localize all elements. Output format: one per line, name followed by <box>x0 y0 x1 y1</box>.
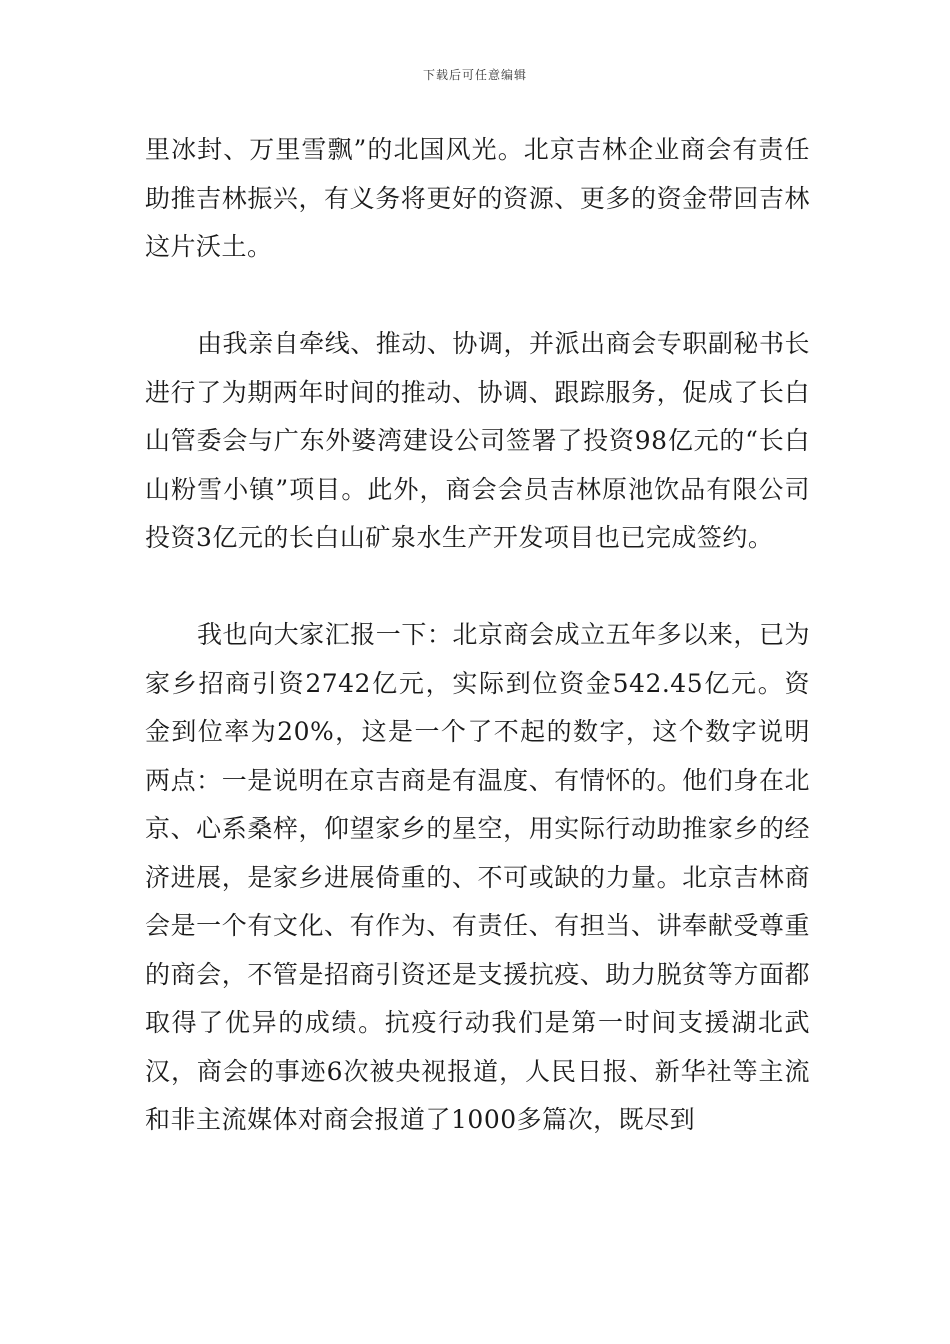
document-body <box>145 126 810 1145</box>
paragraph-gap <box>145 563 810 612</box>
paragraph-gap <box>145 272 810 321</box>
paragraph-3: 我也向大家汇报一下：北京商会成立五年多以来，已为家乡招商引资2742亿元，实际到位资金542.45亿元。资金到位率为20%，这是一个了不起的数字，这个数字说明两点：一是说明在京吉商是有温度、有情怀的。他们身在北京、心系桑梓，仰望家乡的星空，用实际行动助推家乡的经济进展，是家乡进展倚重的、不可或缺的力量。北京吉林商会是一个有文化、有作为、有责任、有担当、讲奉献受尊重的商会，不管是招商引资还是支援抗疫、助力脱贫等方面都取得了优异的成绩。抗疫行动我们是第一时间支援湖北武汉，商会的事迹6次被央视报道，人民日报、新华社等主流和非主流媒体对商会报道了1000多篇次，既尽到 <box>145 620 810 1134</box>
paragraph-2: 由我亲自牵线、推动、协调，并派出商会专职副秘书长进行了为期两年时间的推动、协调、跟踪服务，促成了长白山管委会与广东外婆湾建设公司签署了投资98亿元的“长白山粉雪小镇”项目。此外，商会会员吉林原池饮品有限公司投资3亿元的长白山矿泉水生产开发项目也已完成签约。 <box>145 329 810 552</box>
page-header-note: 下载后可任意编辑 <box>422 68 527 82</box>
paragraph-1: 里冰封、万里雪飘”的北国风光。北京吉林企业商会有责任助推吉林振兴，有义务将更好的资源、更多的资金带回吉林这片沃土。 <box>145 135 810 261</box>
